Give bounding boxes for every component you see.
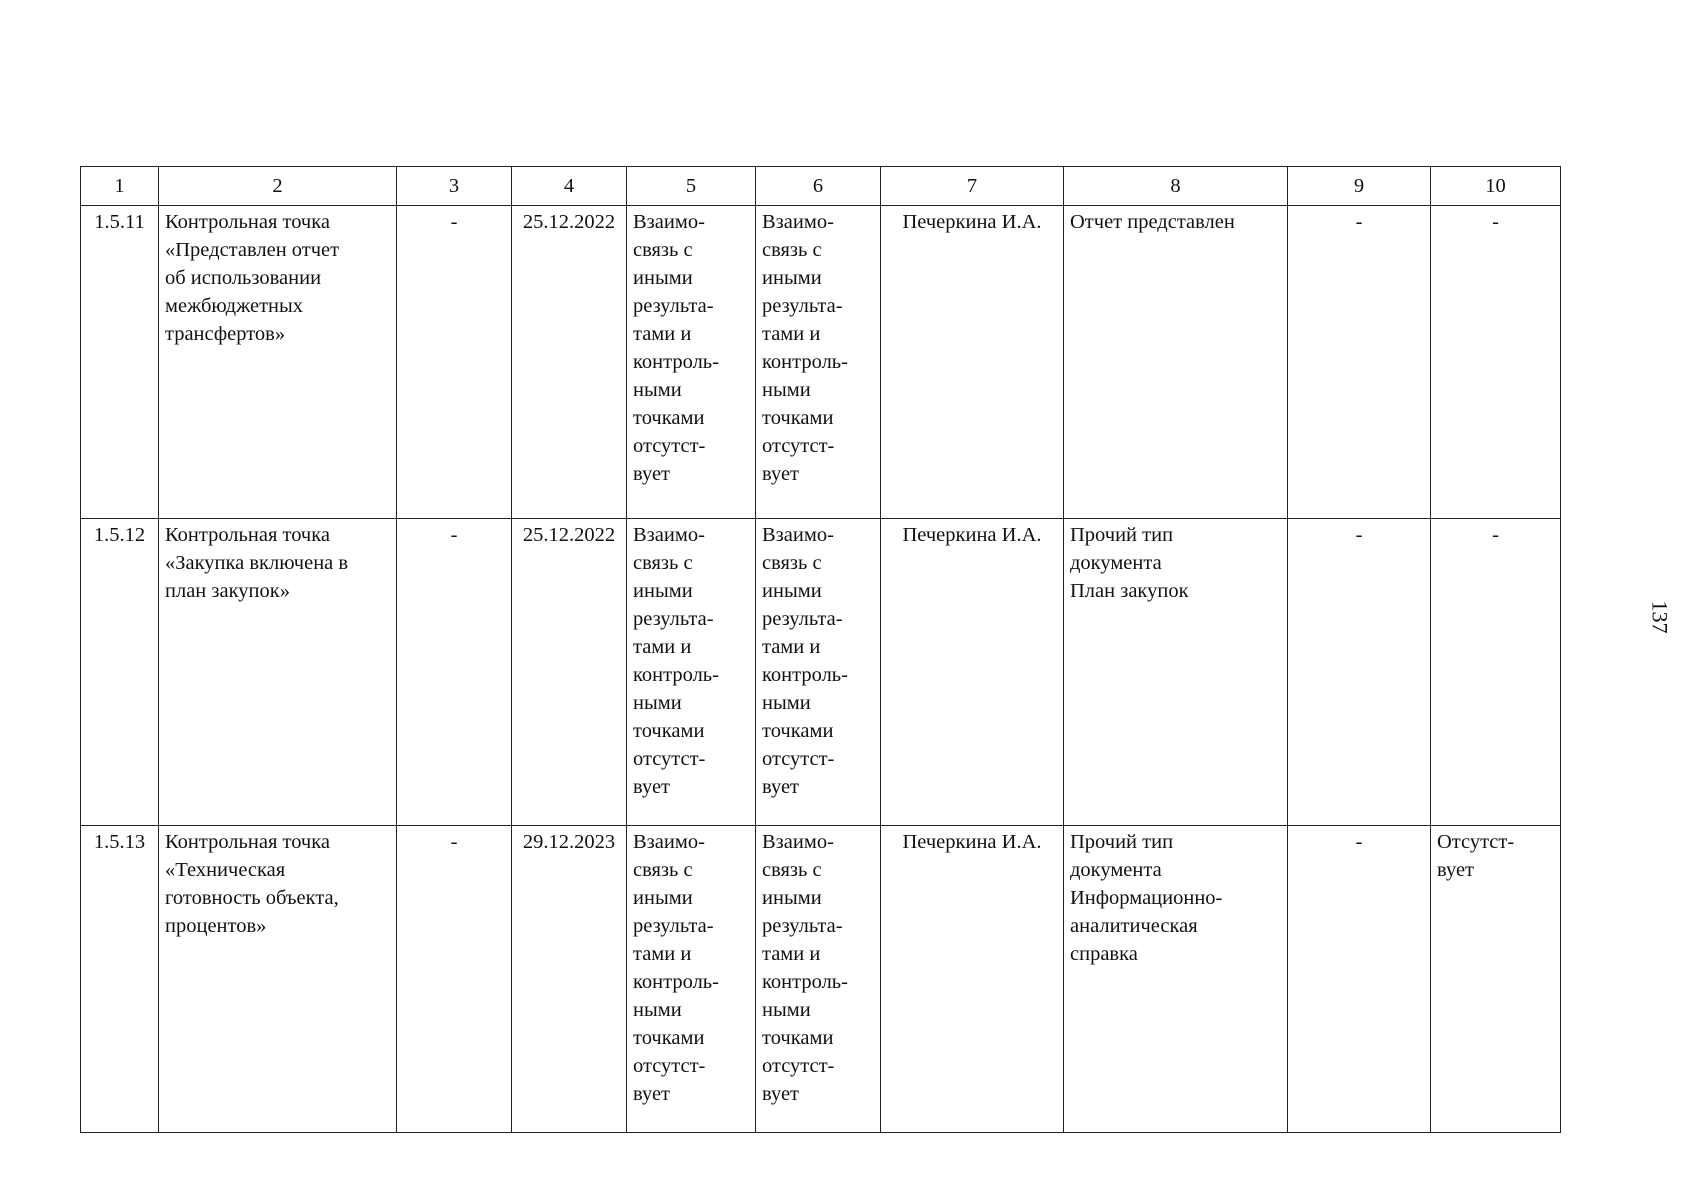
col10-value: Отсутст- вует [1431, 826, 1561, 1133]
relationship-text-5: Взаимо- связь с иными результа- тами и контроль- ными точками отсутст- вует [627, 826, 756, 1133]
col10-value: - [1431, 206, 1561, 519]
header-cell-2: 2 [159, 167, 397, 206]
control-point-name: Контрольная точка «Закупка включена в план закупок» [159, 519, 397, 826]
header-cell-4: 4 [512, 167, 627, 206]
row-number: 1.5.11 [81, 206, 159, 519]
document-type: Прочий тип документа План закупок [1064, 519, 1288, 826]
relationship-text-6: Взаимо- связь с иными результа- тами и контроль- ными точками отсутст- вует [756, 206, 881, 519]
table-row [81, 206, 1561, 519]
relationship-text-6: Взаимо- связь с иными результа- тами и контроль- ными точками отсутст- вует [756, 519, 881, 826]
header-cell-5: 5 [627, 167, 756, 206]
control-point-name: Контрольная точка «Представлен отчет об использовании межбюджетных трансфертов» [159, 206, 397, 519]
col9-value: - [1288, 519, 1431, 826]
page-number: 137 [1647, 600, 1673, 634]
responsible-person: Печеркина И.А. [881, 826, 1064, 1133]
responsible-person: Печеркина И.А. [881, 519, 1064, 826]
header-cell-3: 3 [397, 167, 512, 206]
col3-value: - [397, 519, 512, 826]
relationship-text-6: Взаимо- связь с иными результа- тами и контроль- ными точками отсутст- вует [756, 826, 881, 1133]
row-number: 1.5.12 [81, 519, 159, 826]
relationship-text-5: Взаимо- связь с иными результа- тами и контроль- ными точками отсутст- вует [627, 519, 756, 826]
control-points-table [80, 166, 1561, 1133]
col9-value: - [1288, 826, 1431, 1133]
header-cell-8: 8 [1064, 167, 1288, 206]
deadline-date: 25.12.2022 [512, 519, 627, 826]
header-cell-9: 9 [1288, 167, 1431, 206]
col3-value: - [397, 206, 512, 519]
responsible-person: Печеркина И.А. [881, 206, 1064, 519]
table-row [81, 519, 1561, 826]
document-type: Отчет представлен [1064, 206, 1288, 519]
header-cell-6: 6 [756, 167, 881, 206]
header-cell-1: 1 [81, 167, 159, 206]
table-row [81, 826, 1561, 1133]
document-type: Прочий тип документа Информационно- аналитическая справка [1064, 826, 1288, 1133]
col3-value: - [397, 826, 512, 1133]
col9-value: - [1288, 206, 1431, 519]
row-number: 1.5.13 [81, 826, 159, 1133]
deadline-date: 29.12.2023 [512, 826, 627, 1133]
header-cell-7: 7 [881, 167, 1064, 206]
table-header-row [81, 167, 1561, 206]
control-point-name: Контрольная точка «Техническая готовность объекта, процентов» [159, 826, 397, 1133]
header-cell-10: 10 [1431, 167, 1561, 206]
relationship-text-5: Взаимо- связь с иными результа- тами и контроль- ными точками отсутст- вует [627, 206, 756, 519]
deadline-date: 25.12.2022 [512, 206, 627, 519]
col10-value: - [1431, 519, 1561, 826]
